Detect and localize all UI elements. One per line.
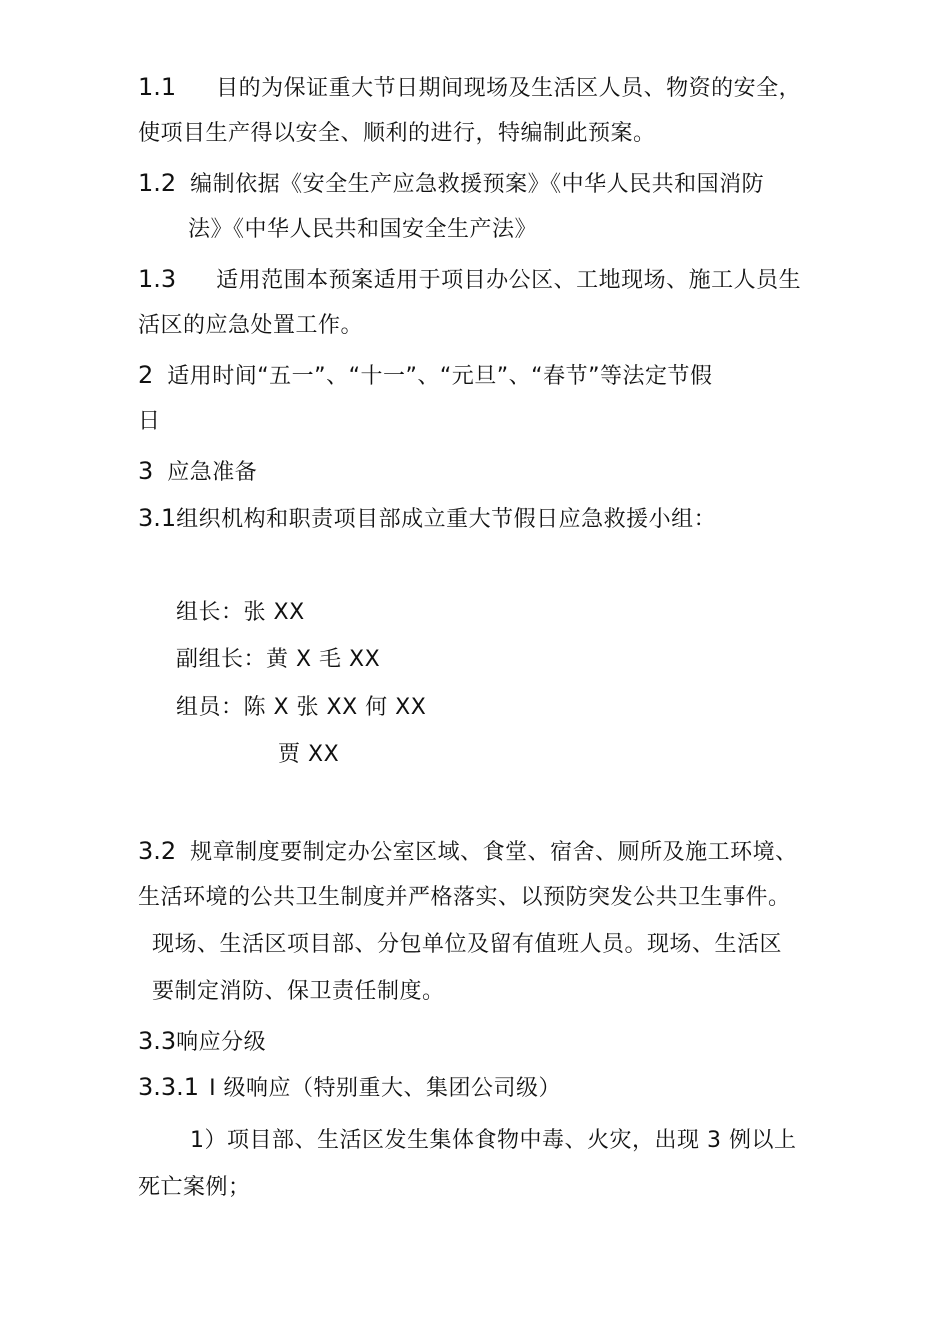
group-deputy: 副组长：黄 X 毛 XX	[176, 647, 381, 672]
section-3-1-line	[138, 503, 716, 535]
group-members-cont: 贾 XX	[278, 742, 340, 767]
section-number: 1.1	[138, 73, 177, 101]
section-3-3-heading	[138, 1026, 266, 1058]
section-text: 适用范围本预案适用于项目办公区、工地现场、施工人员生	[216, 268, 802, 293]
group-leader: 组长：张 XX	[176, 600, 305, 625]
section-2-line-2: 日	[138, 409, 161, 434]
section-number: 3	[138, 457, 154, 485]
section-text: 规章制度要制定办公室区域、食堂、宿舍、厕所及施工环境、	[190, 840, 798, 865]
section-3-3-1-heading	[138, 1072, 561, 1104]
section-number: 3.3.1	[138, 1073, 200, 1101]
section-2-line-1	[138, 360, 712, 392]
section-number: 1.3	[138, 265, 177, 293]
section-number: 1.2	[138, 169, 177, 197]
section-title: 响应分级	[176, 1030, 267, 1055]
item-1-line-2: 死亡案例；	[138, 1175, 251, 1200]
section-text: 适用时间“五一”、“十一”、“元旦”、“春节”等法定节假	[167, 364, 713, 389]
section-3-2-line-3: 现场、生活区项目部、分包单位及留有值班人员。现场、生活区	[152, 932, 783, 957]
section-1-2-line-1	[138, 168, 764, 200]
section-3-2-line-2: 生活环境的公共卫生制度并严格落实、以预防突发公共卫生事件。	[138, 885, 791, 910]
section-1-1-line-2: 使项目生产得以安全、顺利的进行，特编制此预案。	[138, 121, 656, 146]
section-number: 2	[138, 361, 154, 389]
section-3-2-line-4: 要制定消防、保卫责任制度。	[152, 979, 445, 1004]
section-title: I 级响应（特别重大、集团公司级）	[209, 1076, 562, 1101]
section-title: 应急准备	[167, 460, 258, 485]
section-1-3-line-2: 活区的应急处置工作。	[138, 313, 364, 338]
section-text: 编制依据《安全生产应急救援预案》《中华人民共和国消防	[190, 172, 765, 197]
section-number: 3.3	[138, 1027, 177, 1055]
section-text: 目的为保证重大节日期间现场及生活区人员、物资的安全，	[216, 76, 802, 101]
section-3-heading	[138, 456, 257, 488]
item-1-line-1: 1）项目部、生活区发生集体食物中毒、火灾，出现 3 例以上	[190, 1128, 797, 1153]
section-3-2-line-1	[138, 836, 798, 868]
section-number: 3.1	[138, 504, 177, 532]
section-text: 组织机构和职责项目部成立重大节假日应急救援小组：	[176, 507, 717, 532]
group-members: 组员：陈 X 张 XX 何 XX	[176, 695, 427, 720]
section-1-2-line-2: 法》《中华人民共和国安全生产法》	[188, 217, 538, 242]
section-number: 3.2	[138, 837, 177, 865]
section-1-1-line-1	[138, 72, 801, 104]
section-1-3-line-1	[138, 264, 801, 296]
